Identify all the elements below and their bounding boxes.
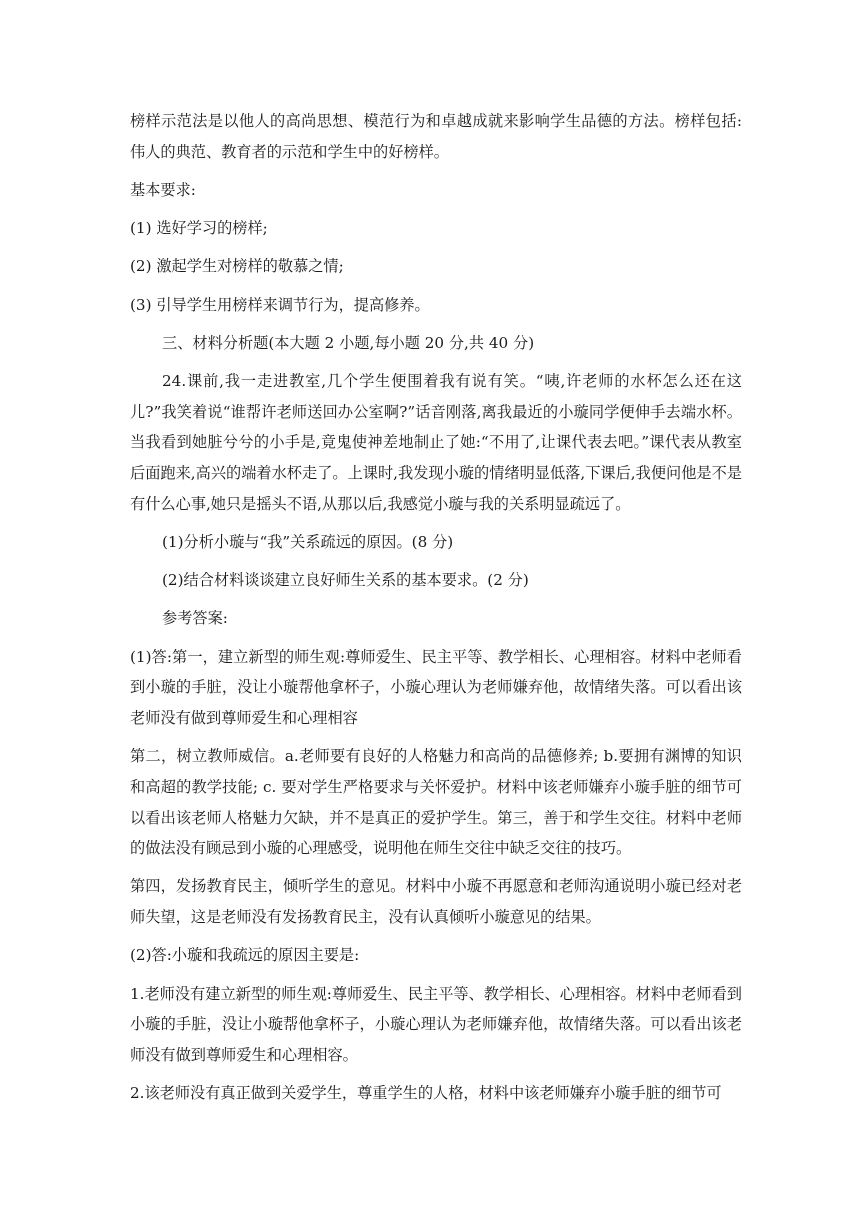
answer-2-point-2: 2.该老师没有真正做到关爱学生，尊重学生的人格，材料中该老师嫌弃小璇手脏的细节可: [130, 1084, 722, 1103]
paragraph-basic-requirements-heading: 基本要求:: [130, 180, 196, 199]
reference-answer-heading: 参考答案:: [162, 609, 228, 628]
answer-1-point-4: 第四，发扬教育民主，倾听学生的意见。材料中小璇不再愿意和老师沟通说明小璇已经对老师失望，这是老师没有发扬教育民主，没有认真倾听小璇意见的结果。: [130, 877, 742, 927]
answer-1-point-2-3: 第二，树立教师威信。a.老师要有良好的人格魅力和高尚的品德修养; b.要拥有渊博的知识和高超的教学技能; c. 要对学生严格要求与关怀爱护。材料中该老师嫌弃小璇手脏的细节可以看出该老师人格魅力欠缺，并不是真正的爱护学生。第三，善于和学生交往。材料中老师的做法没有顾忌到小璇的心理感受，说明他在师生交往中缺乏交往的技巧。: [130, 747, 742, 858]
document-page: [130, 106, 742, 1109]
question-24-sub-2: (2)结合材料谈谈建立良好师生关系的基本要求。(2 分): [162, 571, 529, 590]
answer-1-point-1: (1)答:第一，建立新型的师生观:尊师爱生、民主平等、教学相长、心理相容。材料中老师看到小璇的手脏，没让小璇帮他拿杯子，小璇心理认为老师嫌弃他，故情绪失落。可以看出该老师没有做到尊师爱生和心理相容: [130, 647, 742, 727]
section-heading-material-analysis: 三、材料分析题(本大题 2 小题,每小题 20 分,共 40 分): [162, 333, 535, 352]
answer-2-heading: (2)答:小璇和我疏远的原因主要是:: [130, 946, 360, 965]
question-24-sub-1: (1)分析小璇与“我”关系疏远的原因。(8 分): [162, 532, 454, 551]
list-item-requirement-2: (2) 激起学生对榜样的敬慕之情;: [130, 257, 344, 276]
paragraph-role-model-definition: 榜样示范法是以他人的高尚思想、模范行为和卓越成就来影响学生品德的方法。榜样包括:伟人的典范、教育者的示范和学生中的好榜样。: [130, 112, 742, 161]
list-item-requirement-3: (3) 引导学生用榜样来调节行为，提高修养。: [130, 295, 430, 314]
question-24-material: 24.课前,我一走进教室,几个学生便围着我有说有笑。“咦,许老师的水杯怎么还在这儿?”我笑着说“谁帮许老师送回办公室啊?”话音刚落,离我最近的小璇同学便伸手去端水杯。当我看到她脏兮兮的小手是,竟鬼使神差地制止了她:“不用了,让课代表去吧。”课代表从教室后面跑来,高兴的端着水杯走了。上课时,我发现小璇的情绪明显低落,下课后,我便问他是不是有什么心事,她只是摇头不语,从那以后,我感觉小璇与我的关系明显疏远了。: [130, 371, 742, 513]
list-item-requirement-1: (1) 选好学习的榜样;: [130, 219, 268, 238]
answer-2-point-1: 1.老师没有建立新型的师生观:尊师爱生、民主平等、教学相长、心理相容。材料中老师看到小璇的手脏，没让小璇帮他拿杯子，小璇心理认为老师嫌弃他，故情绪失落。可以看出该老师没有做到尊师爱生和心理相容。: [130, 984, 742, 1064]
